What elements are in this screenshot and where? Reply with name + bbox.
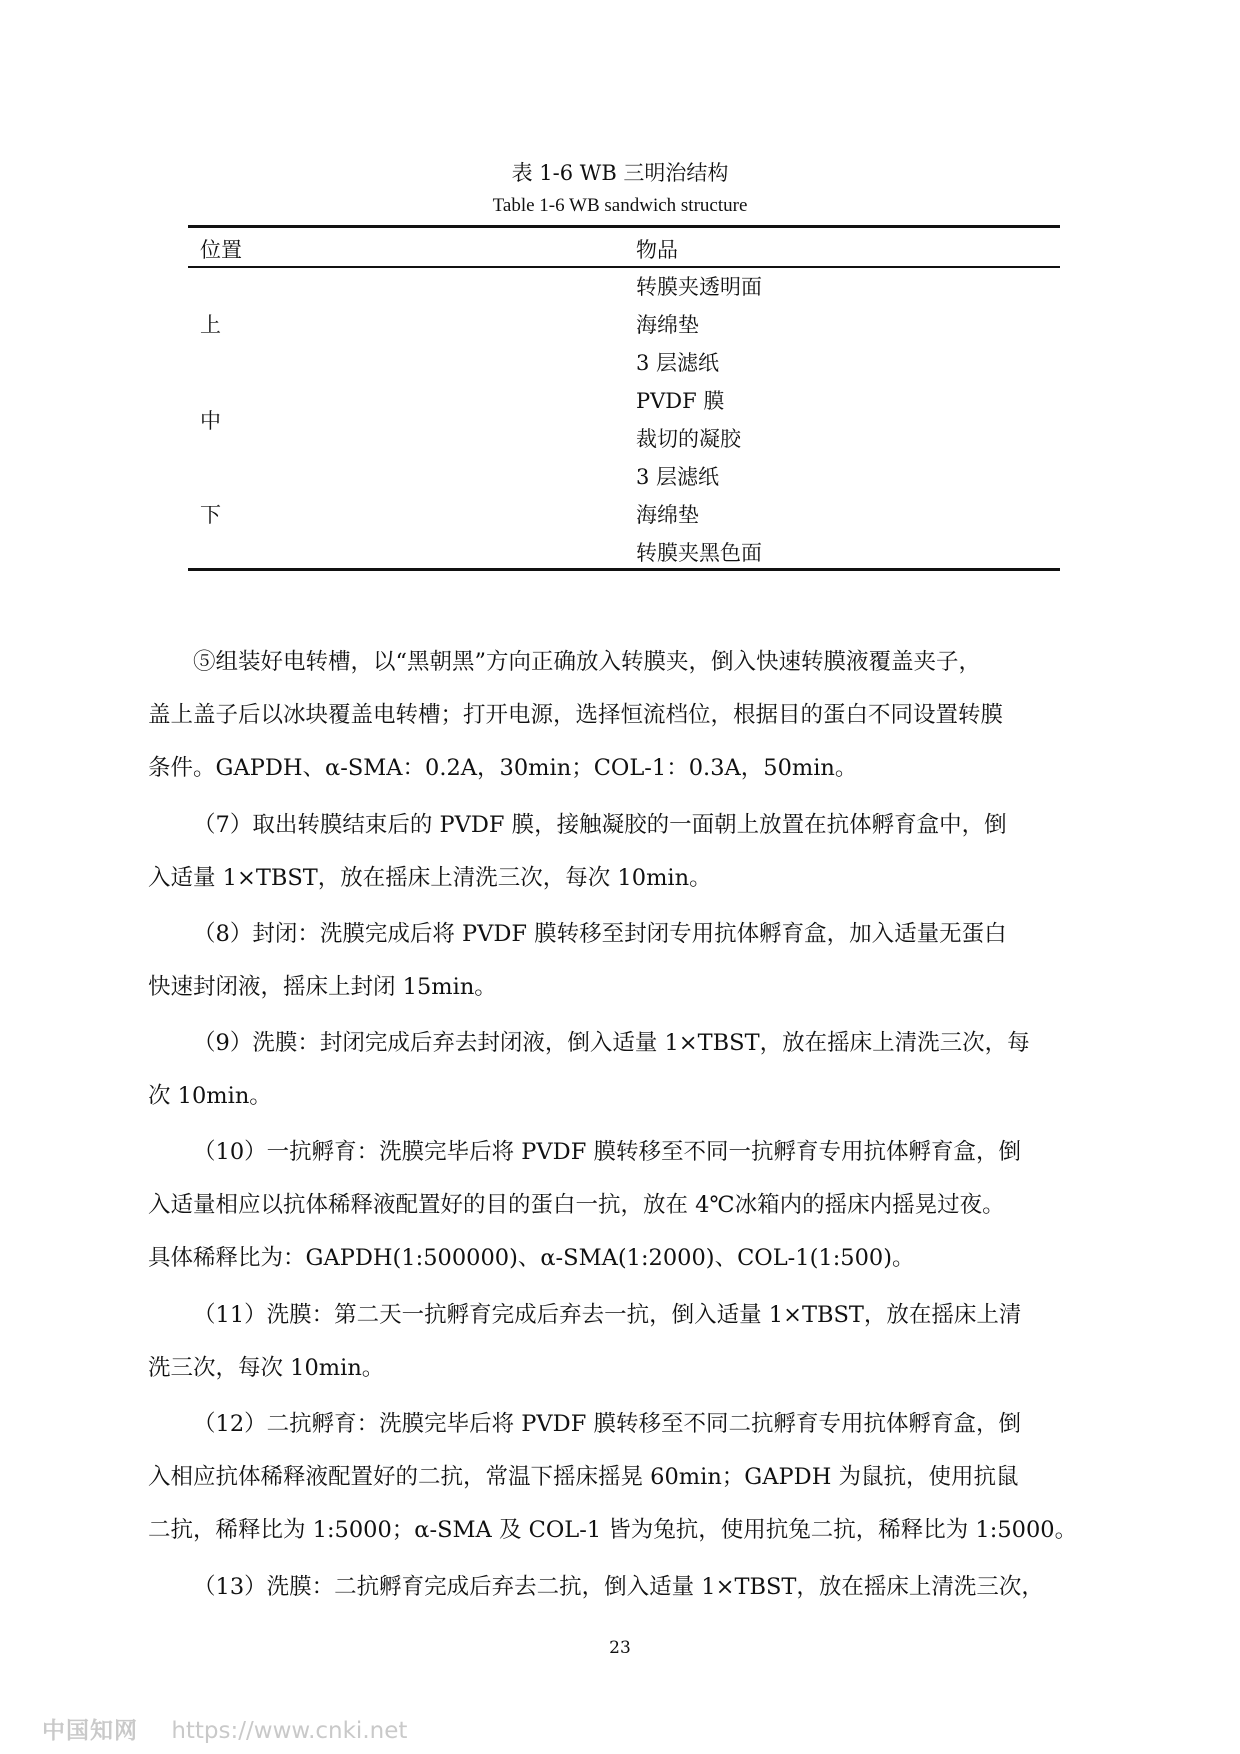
table-item: PVDF 膜 [636,389,725,413]
text-line: （11）洗膜：第二天一抗孵育完成后弃去一抗，倒入适量 1×TBST，放在摇床上清 [193,1302,1022,1328]
table-item: 转膜夹黑色面 [636,541,762,565]
text-line: 次 10min。 [148,1083,272,1109]
table-top-rule [188,225,1060,228]
watermark [42,1712,407,1745]
text-line: （9）洗膜：封闭完成后弃去封闭液，倒入适量 1×TBST，放在摇床上清洗三次，每 [193,1030,1030,1056]
table-item: 裁切的凝胶 [636,427,741,451]
table-item: 3 层滤纸 [636,465,720,489]
text-line: 二抗，稀释比为 1:5000；α-SMA 及 COL-1 皆为兔抗，使用抗兔二抗，稀释比为 1:5000。 [148,1517,1078,1543]
text-line: 快速封闭液，摇床上封闭 15min。 [148,974,497,1000]
text-line: （8）封闭：洗膜完成后将 PVDF 膜转移至封闭专用抗体孵育盒，加入适量无蛋白 [193,921,1007,947]
paragraph-step-9 [148,1017,1103,1123]
table-bottom-rule [188,568,1060,571]
paragraph-step-8 [148,908,1103,1014]
text-line: （13）洗膜：二抗孵育完成后弃去二抗，倒入适量 1×TBST，放在摇床上清洗三次， [193,1574,1044,1600]
paragraph-step-5 [148,636,1103,795]
text-line: ⑤组装好电转槽，以“黑朝黑”方向正确放入转膜夹，倒入快速转膜液覆盖夹子， [193,649,982,675]
text-line: 条件。GAPDH、α-SMA：0.2A，30min；COL-1：0.3A，50min。 [148,755,858,781]
watermark-url: https://www.cnki.net [171,1718,408,1744]
text-line: 盖上盖子后以冰块覆盖电转槽；打开电源，选择恒流档位，根据目的蛋白不同设置转膜 [148,702,1004,728]
text-line: （12）二抗孵育：洗膜完毕后将 PVDF 膜转移至不同二抗孵育专用抗体孵育盒，倒 [193,1411,1021,1437]
table-position-top: 上 [200,313,221,337]
text-line: 入适量相应以抗体稀释液配置好的目的蛋白一抗，放在 4℃冰箱内的摇床内摇晃过夜。 [148,1192,1005,1218]
page-number: 23 [609,1638,631,1658]
text-line: 具体稀释比为：GAPDH(1:500000)、α-SMA(1:2000)、COL-1(1:500)。 [148,1245,915,1271]
paragraph-step-11 [148,1289,1103,1395]
paragraph-step-13 [148,1561,1103,1614]
paragraph-step-10 [148,1126,1103,1285]
table-item: 3 层滤纸 [636,351,720,375]
table-header-rule [188,266,1060,268]
table-item: 转膜夹透明面 [636,275,762,299]
text-line: 入相应抗体稀释液配置好的二抗，常温下摇床摇晃 60min；GAPDH 为鼠抗，使用抗鼠 [148,1464,1019,1490]
table-position-middle: 中 [200,409,221,433]
text-line: 入适量 1×TBST，放在摇床上清洗三次，每次 10min。 [148,865,712,891]
text-line: （7）取出转膜结束后的 PVDF 膜，接触凝胶的一面朝上放置在抗体孵育盒中，倒 [193,812,1007,838]
table-caption-en: Table 1-6 WB sandwich structure [492,195,748,216]
cnki-logo: 中国知网 [42,1718,138,1744]
table-caption-cn: 表 1-6 WB 三明治结构 [511,161,729,185]
table-item: 海绵垫 [636,503,699,527]
text-line: 洗三次，每次 10min。 [148,1355,385,1381]
table-position-bottom: 下 [200,503,221,527]
table-header-item: 物品 [636,238,678,262]
paragraph-step-12 [148,1398,1103,1557]
table-header-position: 位置 [200,238,242,262]
paragraph-step-7 [148,799,1103,905]
table-item: 海绵垫 [636,313,699,337]
text-line: （10）一抗孵育：洗膜完毕后将 PVDF 膜转移至不同一抗孵育专用抗体孵育盒，倒 [193,1139,1021,1165]
